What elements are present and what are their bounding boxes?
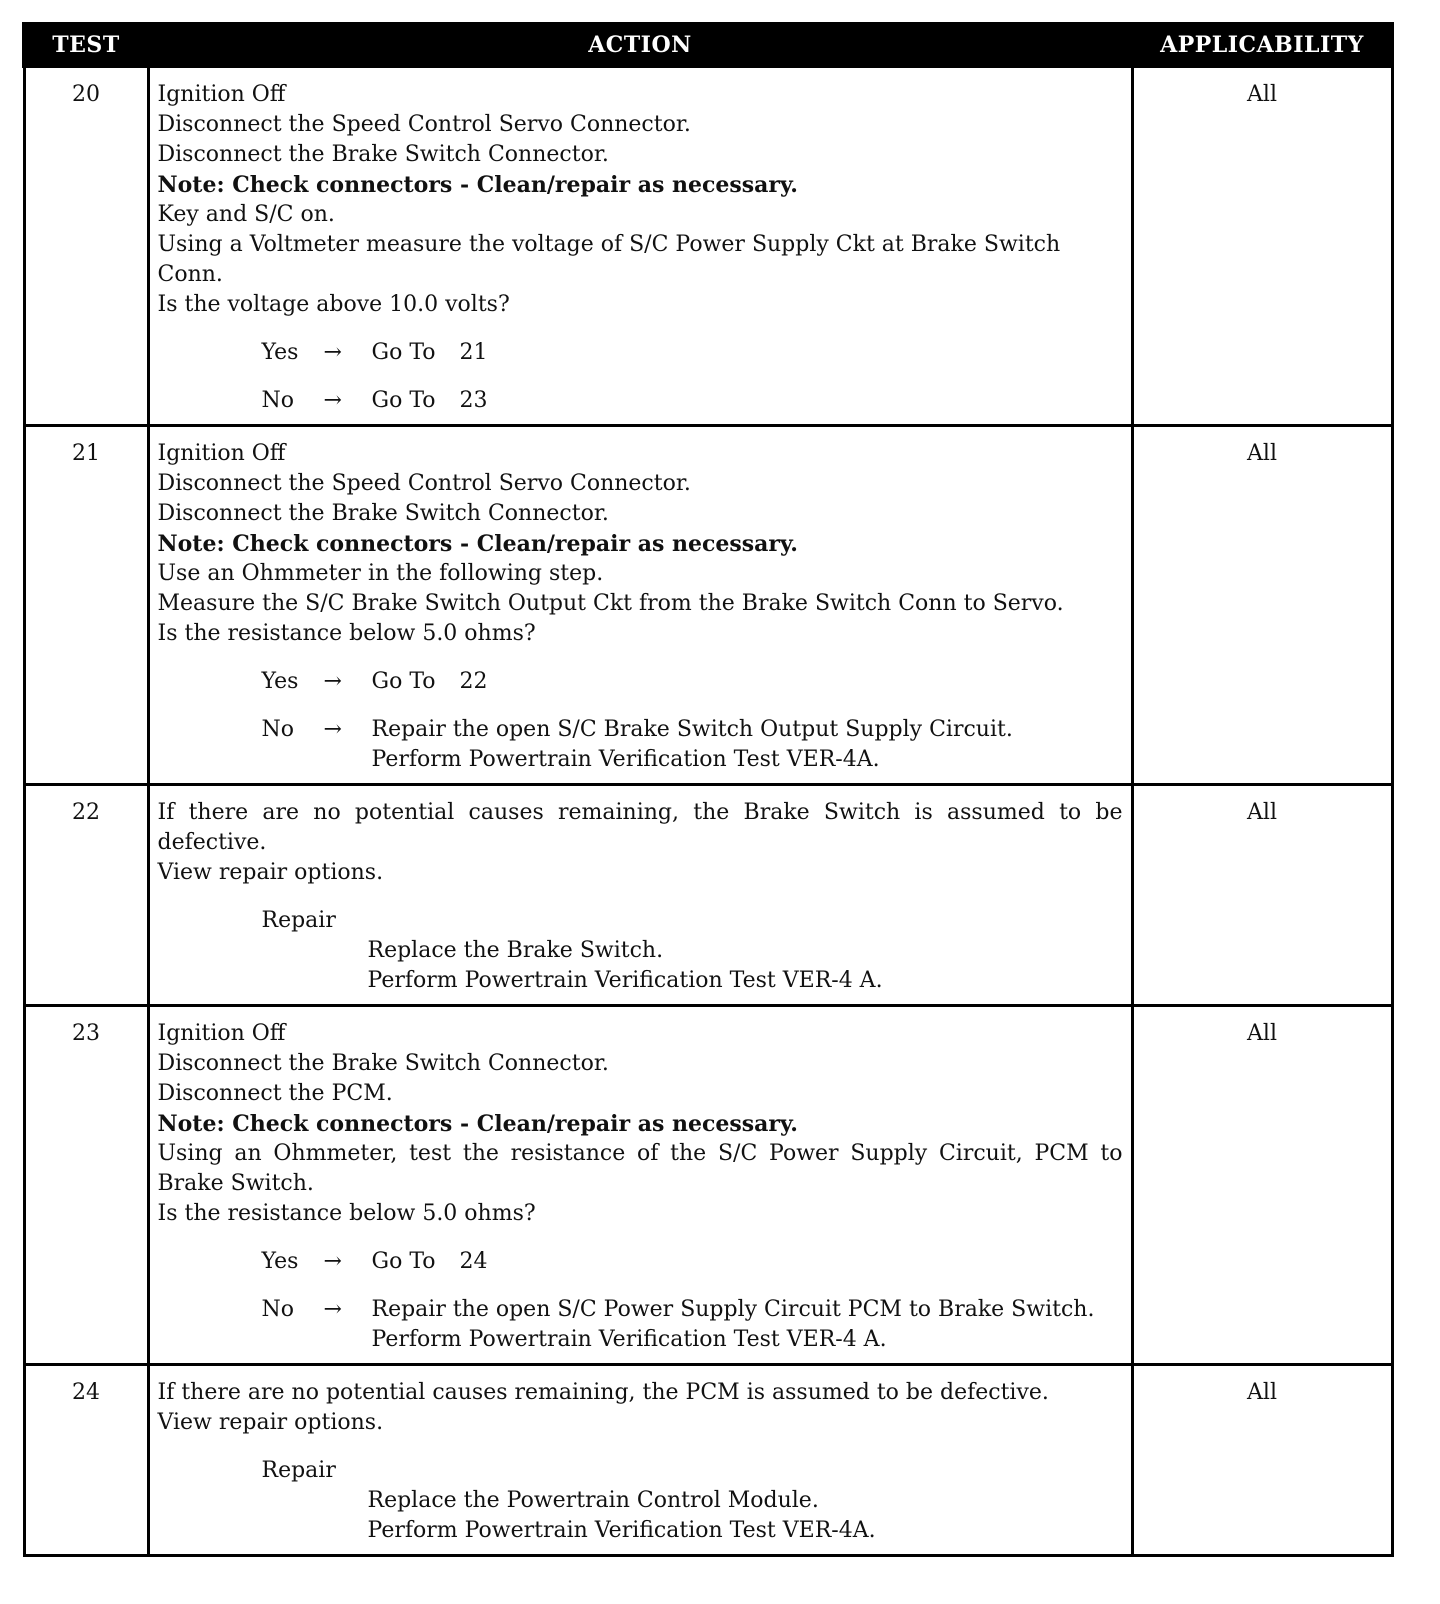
yes-result bbox=[158, 667, 1123, 697]
right-arrow-icon: → bbox=[323, 717, 342, 742]
yes-label: Yes bbox=[261, 1249, 299, 1274]
action-cell bbox=[148, 785, 1132, 1006]
test-number: 23 bbox=[24, 1006, 148, 1365]
right-arrow-icon: → bbox=[323, 669, 342, 694]
action-step: Disconnect the PCM. bbox=[157, 1081, 393, 1106]
goto-target: 22 bbox=[459, 669, 488, 694]
no-label: No bbox=[261, 388, 294, 413]
action-cell bbox=[148, 426, 1132, 785]
action-step: Disconnect the Speed Control Servo Connector. bbox=[157, 471, 691, 496]
header-test: TEST bbox=[24, 24, 148, 66]
action-step: Ignition Off bbox=[157, 82, 286, 107]
note-text: Note: Check connectors - Clean/repair as necessary. bbox=[157, 172, 798, 198]
goto-text: Go To bbox=[371, 669, 436, 694]
action-step: View repair options. bbox=[157, 860, 384, 885]
repair-instruction: Repair the open S/C Power Supply Circuit PCM to Brake Switch. bbox=[371, 1297, 1095, 1322]
yes-result bbox=[158, 338, 1123, 368]
action-step: Disconnect the Brake Switch Connector. bbox=[157, 1051, 609, 1076]
repair-step: Replace the Brake Switch. bbox=[367, 938, 664, 963]
no-label: No bbox=[261, 717, 294, 742]
action-step: Key and S/C on. bbox=[157, 202, 335, 227]
question-text: Is the resistance below 5.0 ohms? bbox=[157, 621, 536, 646]
action-step: Using an Ohmmeter, test the resistance of the S/C Power Supply Circuit, PCM to Brake Switch. bbox=[157, 1141, 1123, 1196]
verification-instruction: Perform Powertrain Verification Test VER-4 A. bbox=[371, 1327, 887, 1352]
header-applicability: APPLICABILITY bbox=[1132, 24, 1392, 66]
test-number: 22 bbox=[24, 785, 148, 1006]
action-step: Ignition Off bbox=[157, 441, 286, 466]
action-cell bbox=[148, 66, 1132, 426]
repair-label: Repair bbox=[261, 908, 336, 933]
right-arrow-icon: → bbox=[323, 340, 342, 365]
table-row bbox=[24, 785, 1392, 1006]
diagnostic-procedure-page bbox=[22, 22, 1390, 1557]
yes-label: Yes bbox=[261, 669, 299, 694]
action-step: Ignition Off bbox=[157, 1021, 286, 1046]
action-step: If there are no potential causes remaining, the Brake Switch is assumed to be defective. bbox=[157, 800, 1123, 855]
table-header-row bbox=[24, 24, 1392, 66]
goto-target: 21 bbox=[459, 340, 488, 365]
right-arrow-icon: → bbox=[323, 1297, 342, 1322]
action-step: Disconnect the Speed Control Servo Connector. bbox=[157, 112, 691, 137]
right-arrow-icon: → bbox=[323, 388, 342, 413]
question-text: Is the resistance below 5.0 ohms? bbox=[157, 1201, 536, 1226]
diagnostic-test-table bbox=[22, 22, 1394, 1557]
no-result bbox=[158, 1295, 1123, 1355]
action-step: Using a Voltmeter measure the voltage of S/C Power Supply Ckt at Brake Switch Conn. bbox=[157, 232, 1061, 287]
repair-step: Perform Powertrain Verification Test VER-4A. bbox=[367, 1518, 876, 1543]
test-number: 20 bbox=[24, 66, 148, 426]
applicability-value: All bbox=[1132, 785, 1392, 1006]
no-result bbox=[158, 386, 1123, 416]
applicability-value: All bbox=[1132, 426, 1392, 785]
goto-target: 24 bbox=[459, 1249, 488, 1274]
repair-instruction: Repair the open S/C Brake Switch Output Supply Circuit. bbox=[371, 717, 1013, 742]
note-text: Note: Check connectors - Clean/repair as necessary. bbox=[157, 1111, 798, 1137]
repair-step: Replace the Powertrain Control Module. bbox=[367, 1488, 819, 1513]
action-cell bbox=[148, 1365, 1132, 1556]
action-cell bbox=[148, 1006, 1132, 1365]
repair-label: Repair bbox=[261, 1458, 336, 1483]
yes-label: Yes bbox=[261, 340, 299, 365]
goto-target: 23 bbox=[459, 388, 488, 413]
note-text: Note: Check connectors - Clean/repair as necessary. bbox=[157, 531, 798, 557]
verification-instruction: Perform Powertrain Verification Test VER-4A. bbox=[371, 747, 880, 772]
repair-step: Perform Powertrain Verification Test VER-4 A. bbox=[367, 968, 883, 993]
table-row bbox=[24, 66, 1392, 426]
action-step: If there are no potential causes remaining, the PCM is assumed to be defective. bbox=[157, 1380, 1049, 1405]
test-number: 24 bbox=[24, 1365, 148, 1556]
action-step: View repair options. bbox=[157, 1410, 384, 1435]
table-row bbox=[24, 1365, 1392, 1556]
action-step: Measure the S/C Brake Switch Output Ckt from the Brake Switch Conn to Servo. bbox=[157, 591, 1064, 616]
test-number: 21 bbox=[24, 426, 148, 785]
goto-text: Go To bbox=[371, 388, 436, 413]
action-step: Disconnect the Brake Switch Connector. bbox=[157, 501, 609, 526]
applicability-value: All bbox=[1132, 66, 1392, 426]
action-step: Disconnect the Brake Switch Connector. bbox=[157, 142, 609, 167]
table-row bbox=[24, 1006, 1392, 1365]
header-action: ACTION bbox=[148, 24, 1132, 66]
goto-text: Go To bbox=[371, 340, 436, 365]
no-label: No bbox=[261, 1297, 294, 1322]
goto-text: Go To bbox=[371, 1249, 436, 1274]
applicability-value: All bbox=[1132, 1365, 1392, 1556]
no-result bbox=[158, 715, 1123, 775]
action-step: Use an Ohmmeter in the following step. bbox=[157, 561, 604, 586]
applicability-value: All bbox=[1132, 1006, 1392, 1365]
table-row bbox=[24, 426, 1392, 785]
question-text: Is the voltage above 10.0 volts? bbox=[157, 292, 510, 317]
right-arrow-icon: → bbox=[323, 1249, 342, 1274]
yes-result bbox=[158, 1247, 1123, 1277]
